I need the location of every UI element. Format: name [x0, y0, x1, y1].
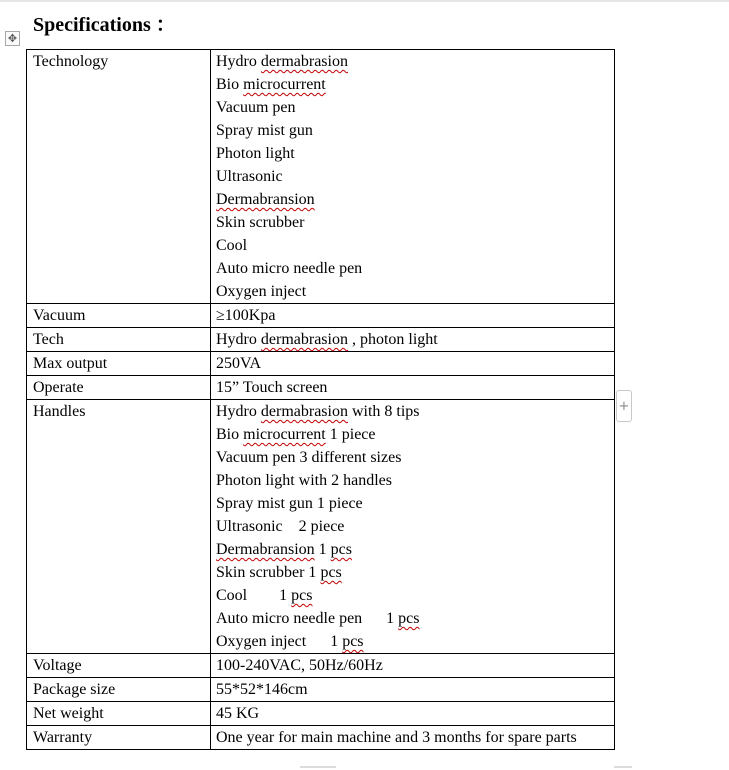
row-value-list [211, 400, 615, 654]
row-label: Vacuum [27, 304, 211, 328]
spellcheck-flagged-word[interactable]: microcurrent [243, 426, 326, 443]
spellcheck-flagged-word[interactable]: microcurrent [243, 76, 326, 93]
row-value [211, 726, 615, 750]
scroll-marker [614, 766, 632, 768]
row-value: 55*52*146cm [211, 678, 615, 702]
cell-line: Bio microcurrent 1 piece [216, 426, 376, 443]
window-top-border [0, 0, 729, 2]
cell-line [216, 188, 608, 211]
row-value-list [211, 328, 615, 352]
cell-line: Oxygen inject 1 pcs [216, 633, 364, 650]
table-row [27, 654, 615, 678]
table-row [27, 328, 615, 352]
cell-line: Ultrasonic 2 piece [216, 518, 345, 535]
cell-line: Hydro dermabrasion , photon light [216, 331, 438, 348]
row-label: Operate [27, 376, 211, 400]
move-arrows-icon[interactable]: ✥ [5, 31, 20, 46]
spellcheck-flagged-word[interactable]: pcs [398, 610, 420, 627]
row-label: Package size [27, 678, 211, 702]
cell-line: Vacuum pen [216, 99, 296, 116]
cell-line: Ultrasonic [216, 168, 283, 185]
row-value: 45 KG [211, 702, 615, 726]
spellcheck-flagged-word[interactable]: Dermabransion [216, 541, 315, 558]
table-row [27, 304, 615, 328]
spellcheck-flagged-word[interactable]: pcs [320, 564, 342, 581]
cell-line: Hydro dermabrasion [216, 53, 348, 70]
row-value: 250VA [211, 352, 615, 376]
spellcheck-flagged-word[interactable]: pcs [291, 587, 313, 604]
row-label: Handles [27, 400, 211, 654]
table-row [27, 702, 615, 726]
table-row [27, 376, 615, 400]
cell-line: Auto micro needle pen [216, 260, 363, 277]
page-title: Specifications ： [33, 14, 176, 36]
row-label: Net weight [27, 702, 211, 726]
cell-line: Spray mist gun 1 piece [216, 495, 363, 512]
spellcheck-flagged-word[interactable]: dermabrasion [260, 331, 348, 348]
spellcheck-flagged-word[interactable]: dermabrasion [260, 53, 348, 70]
table-row [27, 400, 615, 654]
cell-line: Skin scrubber [216, 214, 305, 231]
row-label: Max output [27, 352, 211, 376]
cell-line: Oxygen inject [216, 283, 307, 300]
cell-line: Hydro dermabrasion with 8 tips [216, 403, 420, 420]
cell-line: Spray mist gun [216, 122, 313, 139]
cell-line: Vacuum pen 3 different sizes [216, 449, 402, 466]
cell-line: Bio microcurrent [216, 76, 326, 93]
cell-line: Photon light with 2 handles [216, 472, 392, 489]
cell-line: Photon light [216, 145, 295, 162]
table-row [27, 50, 615, 304]
row-label: Voltage [27, 654, 211, 678]
row-value: 100-240VAC, 50Hz/60Hz [211, 654, 615, 678]
plus-icon[interactable]: + [616, 390, 632, 422]
spellcheck-flagged-word[interactable]: pcs [342, 633, 364, 650]
row-label: Warranty [27, 726, 211, 750]
spellcheck-flagged-word[interactable]: pcs [330, 541, 352, 558]
cell-line: Skin scrubber 1 pcs [216, 564, 342, 581]
cell-line: Auto micro needle pen 1 pcs [216, 610, 420, 627]
spellcheck-flagged-word[interactable]: Dermabransion [216, 191, 315, 208]
row-label: Tech [27, 328, 211, 352]
row-value-list [211, 50, 615, 304]
spellcheck-flagged-word[interactable]: dermabrasion [260, 403, 348, 420]
row-label: Technology [27, 50, 211, 304]
cell-line: Cool [216, 237, 248, 254]
table-row [27, 726, 615, 750]
cell-line: Dermabransion 1 pcs [216, 541, 352, 558]
table-row [27, 352, 615, 376]
row-value: 15” Touch screen [211, 376, 615, 400]
scroll-marker [300, 766, 336, 768]
row-value: ≥100Kpa [211, 304, 615, 328]
specifications-table [26, 49, 615, 750]
warranty-text: One year for main machine and 3 months for spare parts [216, 729, 577, 746]
table-row [27, 678, 615, 702]
cell-line: Cool 1 pcs [216, 587, 313, 604]
